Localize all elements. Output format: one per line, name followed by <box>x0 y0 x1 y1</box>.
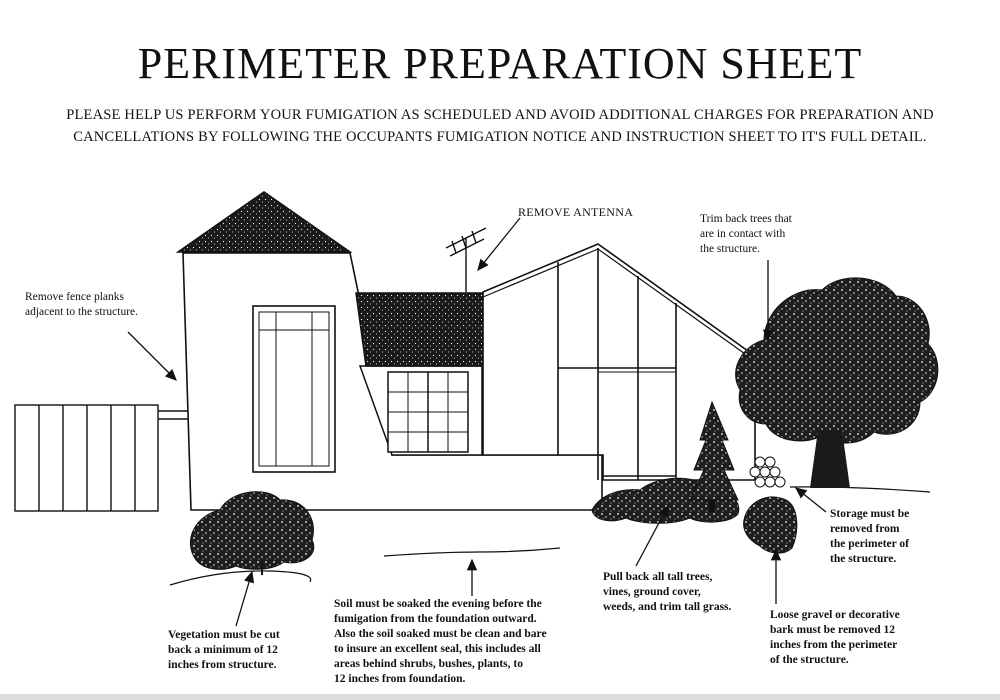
note-line: Trim back trees that <box>700 213 792 225</box>
note-line: inches from the perimeter <box>770 639 898 651</box>
note-loose-gravel <box>770 608 900 668</box>
note-line: adjacent to the structure. <box>25 306 139 318</box>
middle-roof <box>356 293 483 366</box>
note-line: Also the soil soaked must be clean and bare <box>334 628 547 640</box>
instructions-line-2: CANCELLATIONS BY FOLLOWING THE OCCUPANTS FUMIGATION NOTICE AND INSTRUCTION SHEET TO IT'S FULL DETAIL. <box>73 129 927 145</box>
note-line: inches from structure. <box>168 659 277 671</box>
instructions-line-1: PLEASE HELP US PERFORM YOUR FUMIGATION AS SCHEDULED AND AVOID ADDITIONAL CHARGES FOR PREPARATION AND <box>66 107 934 123</box>
note-line: vines, ground cover, <box>603 586 701 598</box>
note-trim-trees <box>700 212 792 257</box>
note-soil-soaked <box>334 597 547 687</box>
note-line: are in contact with <box>700 228 786 240</box>
note-line: Storage must be <box>830 508 910 520</box>
note-remove-fence <box>25 290 138 320</box>
antenna <box>446 228 486 292</box>
note-line: bark must be removed 12 <box>770 624 896 636</box>
left-roof <box>178 192 350 252</box>
note-line: Loose gravel or decorative <box>770 609 900 621</box>
note-vegetation <box>168 628 280 673</box>
note-line: REMOVE ANTENNA <box>518 205 634 219</box>
note-line: of the structure. <box>770 654 849 666</box>
note-line: removed from <box>830 523 900 535</box>
note-line: fumigation from the foundation outward. <box>334 613 537 625</box>
note-line: the perimeter of <box>830 538 909 550</box>
note-line: Soil must be soaked the evening before the <box>334 598 542 610</box>
note-line: back a minimum of 12 <box>168 644 278 656</box>
note-pull-back <box>603 570 731 615</box>
note-line: areas behind shrubs, bushes, plants, to <box>334 658 523 670</box>
note-line: Pull back all tall trees, <box>603 571 713 583</box>
bottom-edge <box>0 694 1000 700</box>
note-line: to insure an excellent seal, this includes all <box>334 643 541 655</box>
page-title: PERIMETER PREPARATION SHEET <box>137 39 863 88</box>
fence <box>15 405 190 511</box>
note-line: the structure. <box>700 243 761 255</box>
note-line: weeds, and trim tall grass. <box>603 601 732 613</box>
note-line: the structure. <box>830 553 897 565</box>
note-line: 12 inches from foundation. <box>334 673 466 685</box>
large-tree <box>736 278 938 488</box>
note-line: Remove fence planks <box>25 291 124 303</box>
note-remove-antenna <box>518 205 633 220</box>
bark-pile <box>744 497 797 553</box>
note-storage <box>830 507 909 567</box>
storage-pile <box>750 457 785 487</box>
note-line: Vegetation must be cut <box>168 629 280 641</box>
